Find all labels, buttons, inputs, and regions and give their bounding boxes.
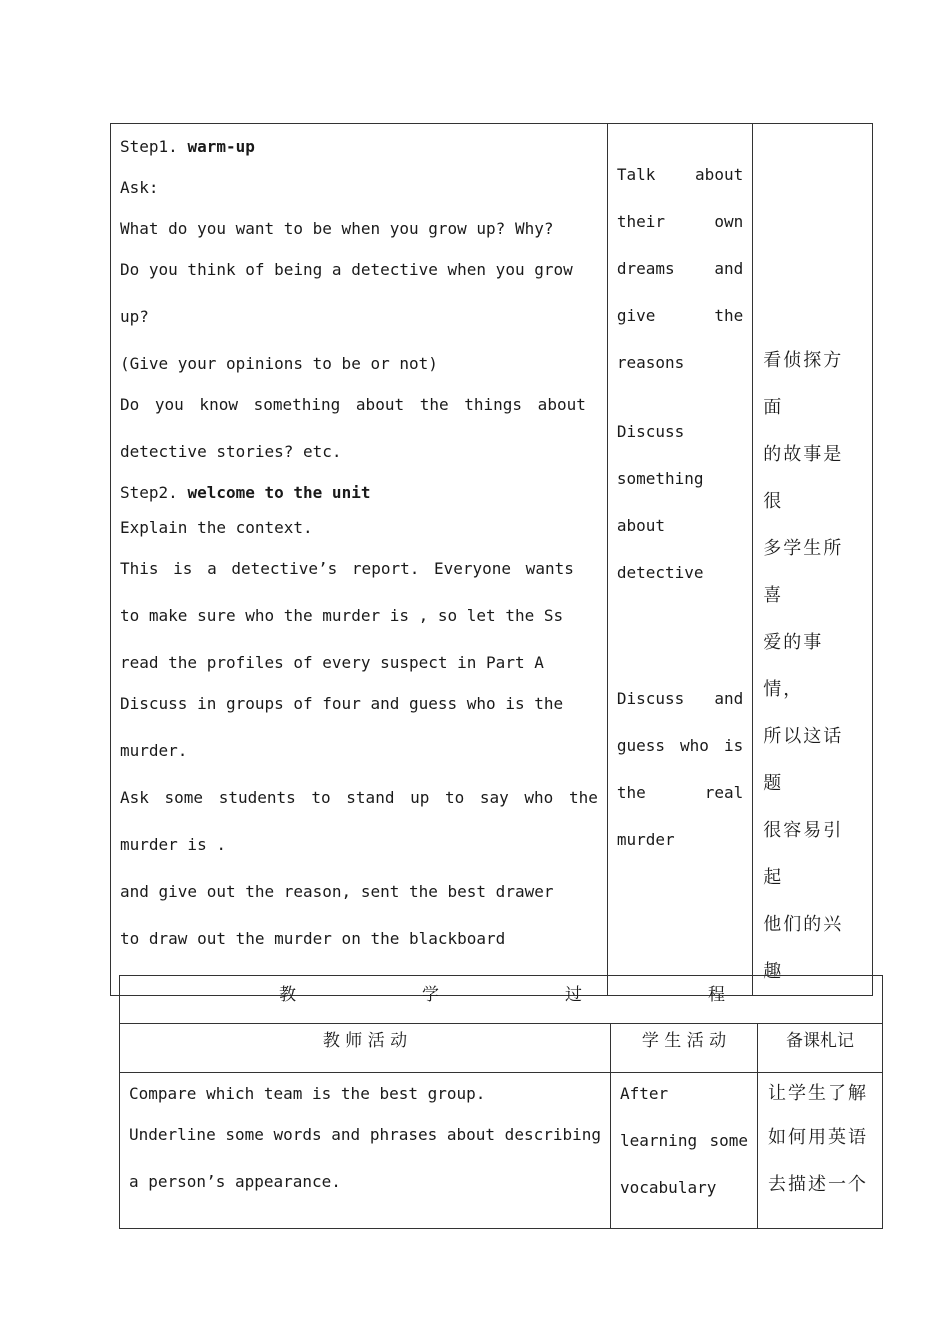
t2-student-line-1: After: [620, 1084, 669, 1103]
student-line-a5: reasons: [616, 353, 685, 372]
discuss-1: Discuss in groups of four and guess who is the: [120, 694, 564, 713]
question-3a: Do you know something about the things about: [120, 395, 586, 414]
table2-student-cell: [611, 1073, 758, 1229]
lesson-table-2: [119, 975, 883, 1229]
title-char-1: 教: [279, 985, 296, 1005]
student-line-c4: murder: [616, 830, 675, 849]
question-2a: Do you think of being a detective when you grow: [120, 260, 573, 279]
opinion-line: (Give your opinions to be or not): [120, 354, 438, 373]
t2-student-line-2: learning some: [620, 1131, 748, 1150]
student-activity-cell: [607, 124, 752, 996]
table2-teacher-cell: [120, 1073, 611, 1229]
student-line-b3: about: [616, 516, 666, 535]
step1-line: Step1. warm-up: [120, 137, 255, 156]
t2-teacher-line-1: Compare which team is the best group.: [129, 1084, 486, 1103]
student-line-b1: Discuss: [616, 422, 685, 441]
header-teacher-activity: 教 师 活 动: [120, 1024, 611, 1073]
note-line-6: 很容易引起: [763, 820, 844, 888]
question-1: What do you want to be when you grow up? Why?: [120, 219, 554, 238]
give-1: and give out the reason, sent the best drawer: [120, 882, 554, 901]
ask-2b: murder is .: [120, 835, 226, 854]
ask-2a: Ask some students to stand up to say who the: [120, 788, 598, 807]
question-2b: up?: [120, 307, 149, 326]
note-line-4: 爱的事情，: [763, 632, 824, 700]
context-3: read the profiles of every suspect in Part A: [120, 653, 544, 672]
student-line-a2: their own: [616, 212, 744, 231]
discuss-2: murder.: [120, 741, 188, 760]
header-notes: 备课札记: [758, 1024, 883, 1073]
student-line-c1: Discuss and: [616, 689, 744, 708]
lesson-table-1: [110, 123, 873, 996]
explain-line: Explain the context.: [120, 518, 313, 537]
title-char-2: 学: [422, 985, 439, 1005]
header-student-activity: 学 生 活 动: [611, 1024, 758, 1073]
note-line-1: 看侦探方面: [763, 350, 844, 418]
question-3b: detective stories? etc.: [120, 442, 342, 461]
t2-student-line-3: vocabulary: [620, 1178, 717, 1197]
t2-teacher-line-2: Underline some words and phrases about describing: [129, 1125, 602, 1144]
student-line-a3: dreams and: [616, 259, 744, 278]
note-line-5: 所以这话题: [763, 726, 844, 794]
note-line-2: 的故事是很: [763, 444, 844, 512]
note-line-7: 他们的兴趣: [763, 914, 844, 982]
student-line-b4: detective: [616, 563, 704, 582]
t2-note-line-1: 让学生了解: [768, 1083, 868, 1104]
t2-teacher-line-3: a person’s appearance.: [129, 1172, 341, 1191]
title-char-3: 过: [565, 985, 582, 1005]
context-1: This is a detective’s report. Everyone wants: [120, 559, 574, 578]
teacher-activity-cell: [111, 124, 608, 996]
step2-line: Step2. welcome to the unit: [120, 483, 371, 502]
ask-line: Ask:: [120, 178, 159, 197]
student-line-b2: something: [616, 469, 704, 488]
note-line-3: 多学生所喜: [763, 538, 844, 606]
student-line-c3: the real: [616, 783, 744, 802]
table2-notes-cell: [758, 1073, 883, 1229]
give-2: to draw out the murder on the blackboard: [120, 929, 506, 948]
student-line-a1: Talk about: [616, 165, 744, 184]
t2-note-line-2: 如何用英语: [768, 1127, 868, 1148]
t2-note-line-3: 去描述一个: [768, 1174, 868, 1195]
title-char-4: 程: [708, 985, 725, 1005]
table2-title-row: [120, 976, 883, 1024]
context-2: to make sure who the murder is , so let the Ss: [120, 606, 564, 625]
student-line-a4: give the: [616, 306, 744, 325]
student-line-c2: guess who is: [616, 736, 744, 755]
notes-cell: [753, 124, 873, 996]
